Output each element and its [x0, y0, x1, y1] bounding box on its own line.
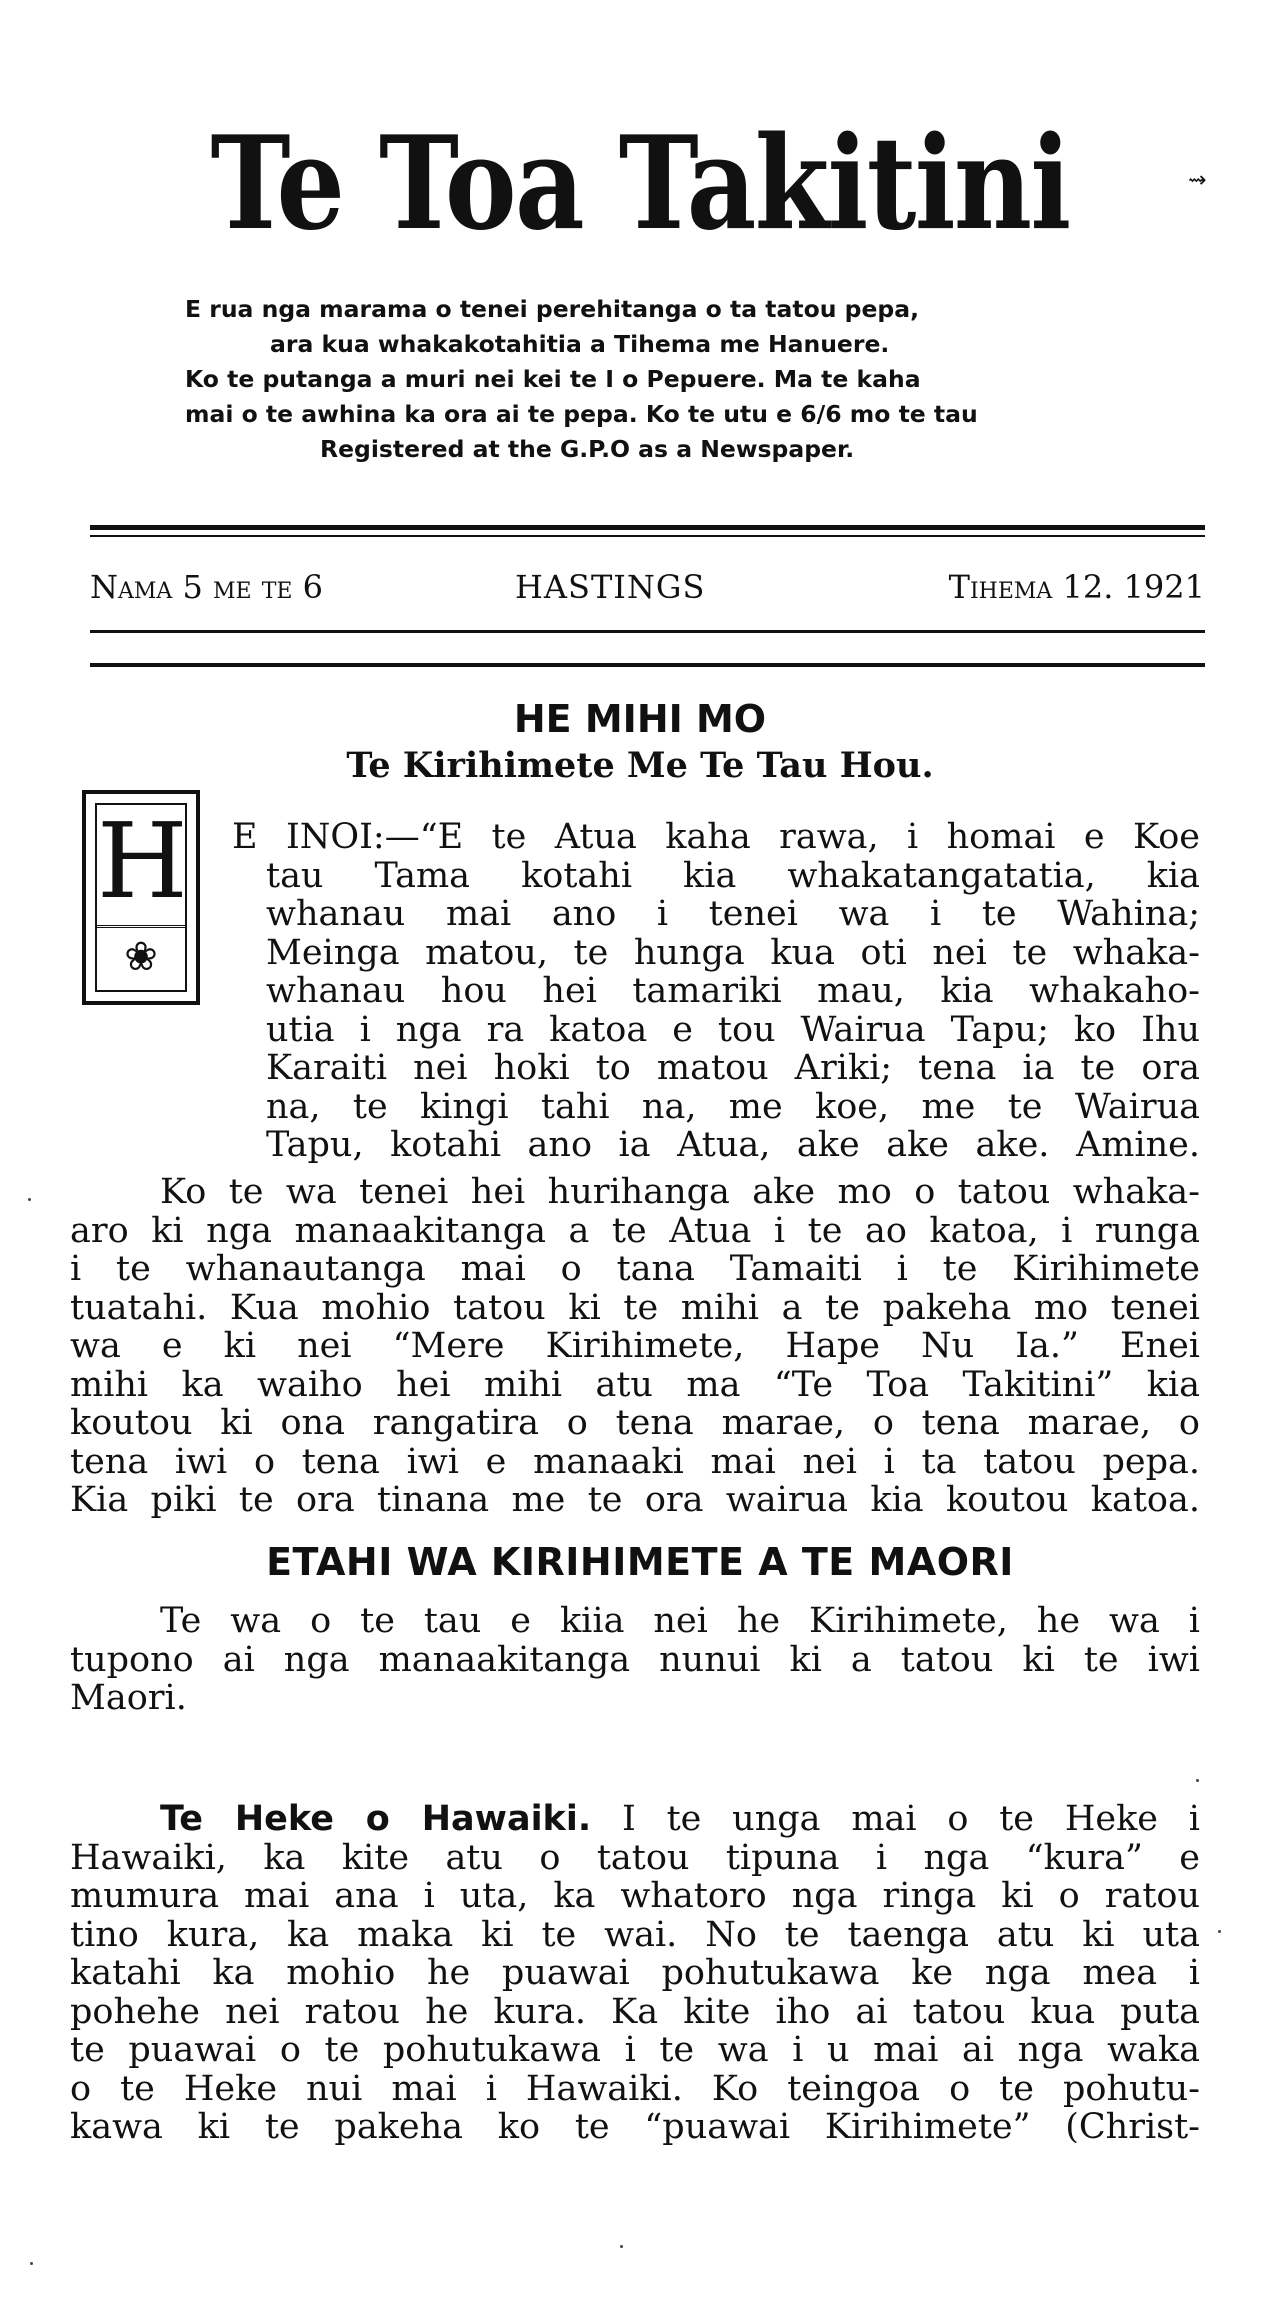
prayer-paragraph: [232, 818, 1200, 1165]
masthead-title: Te Toa Takitini: [210, 109, 1070, 259]
notice-line: Registered at the G.P.O as a Newspaper.: [320, 435, 855, 463]
text-line: te puawai o te pohutukawa i te wa i u mai ai nga waka: [70, 2030, 1200, 2070]
text-line: whanau mai ano i tenei wa i te Wahina;: [266, 894, 1200, 934]
text-line: tino kura, ka maka ki te wai. No te taenga atu ki uta: [70, 1914, 1200, 1955]
article2-paragraph: [70, 1800, 1200, 2147]
text-line: o te Heke nui mai i Hawaiki. Ko teingoa o te pohutu-: [70, 2068, 1200, 2109]
flower-ornament-icon: ❀: [124, 934, 158, 980]
print-speck: [28, 1198, 31, 1201]
notice-line: Ko te putanga a muri nei kei te I o Pepuere. Ma te kaha: [185, 365, 921, 393]
dateline: [90, 568, 1205, 618]
notice-line: ara kua whakakotahitia a Tihema me Hanuere.: [270, 330, 890, 358]
issue-date: Tihema 12. 1921: [948, 568, 1205, 606]
print-speck: [1218, 1930, 1221, 1933]
article1-heading-line1: HE MIHI MO: [513, 697, 767, 741]
publication-notice: [185, 292, 1185, 467]
issue-number: Nama 5 me te 6: [90, 568, 324, 606]
text-line: tau Tama kotahi kia whakatangatatia, kia: [266, 855, 1200, 896]
text-line: koutou ki ona rangatira o tena marae, o tena marae, o: [70, 1403, 1200, 1443]
text-line: [70, 1800, 1200, 1839]
text-line: na, te kingi tahi na, me koe, me te Wairua: [266, 1086, 1200, 1127]
text-line: aro ki nga manaakitanga a te Atua i te ao katoa, i runga: [70, 1210, 1200, 1251]
text-line: Karaiti nei hoki to matou Ariki; tena ia te ora: [266, 1048, 1200, 1088]
text-line: katahi ka mohio he puawai pohutukawa ke nga mea i: [70, 1953, 1200, 1993]
text-line: Maori.: [70, 1678, 187, 1718]
text-line: tuatahi. Kua mohio tatou ki te mihi a te pakeha mo tenei: [70, 1287, 1200, 1328]
text-line: mihi ka waiho hei mihi atu ma “Te Toa Takitini” kia: [70, 1364, 1200, 1405]
dropcap-inner-border: [95, 800, 188, 992]
subhead-hawaiki: Te Heke o Hawaiki.: [160, 1799, 592, 1839]
place: HASTINGS: [515, 568, 706, 606]
corner-mark: ⇝: [1188, 168, 1207, 193]
rule-bottom-thick: [90, 663, 1205, 667]
print-speck: [1196, 1779, 1199, 1782]
article1-heading-line2: Te Kirihimete Me Te Tau Hou.: [346, 745, 934, 786]
text-line: tupono ai nga manaakitanga nunui ki a tatou ki te iwi: [70, 1639, 1200, 1680]
subhead-rest: I te unga mai o te Heke i: [621, 1799, 1200, 1839]
text-line: Kia piki te ora tinana me te ora wairua kia koutou katoa.: [70, 1480, 1200, 1520]
text-line: tena iwi o tena iwi e manaaki mai nei i ta tatou pepa.: [70, 1441, 1200, 1482]
dropcap-divider: [97, 925, 185, 932]
notice-line: mai o te awhina ka ora ai te pepa. Ko te utu e 6/6 mo te tau: [185, 400, 978, 428]
text-line: pohehe nei ratou he kura. Ka kite iho ai tatou kua puta: [70, 1991, 1200, 2032]
article2-heading: ETAHI WA KIRIHIMETE A TE MAORI: [266, 1540, 1014, 1584]
rule-top-thin: [90, 535, 1205, 537]
text-line: E INOI:—“E te Atua kaha rawa, i homai e Koe: [232, 817, 1200, 857]
text-line: i te whanautanga mai o tana Tamaiti i te Kirihimete: [70, 1249, 1200, 1289]
article2-intro: [70, 1602, 1200, 1718]
notice-line: E rua nga marama o tenei perehitanga o ta tatou pepa,: [185, 295, 920, 323]
dropcap-letter: H: [97, 800, 188, 922]
text-line: whanau hou hei tamariki mau, kia whakaho-: [266, 971, 1200, 1011]
text-line: utia i nga ra katoa e tou Wairua Tapu; ko Ihu: [266, 1009, 1200, 1050]
text-line: mumura mai ana i uta, ka whatoro nga ringa ki o ratou: [70, 1876, 1200, 1916]
dropcap-box: [82, 790, 200, 1005]
text-line: wa e ki nei “Mere Kirihimete, Hape Nu Ia.” Enei: [70, 1326, 1200, 1366]
rule-top: [90, 525, 1205, 530]
text-line: kawa ki te pakeha ko te “puawai Kirihimete” (Christ-: [70, 2107, 1200, 2147]
text-line: Tapu, kotahi ano ia Atua, ake ake ake. Amine.: [266, 1125, 1200, 1165]
text-line: Te wa o te tau e kiia nei he Kirihimete, he wa i: [160, 1601, 1200, 1641]
text-line: Ko te wa tenei hei hurihanga ake mo o tatou whaka-: [160, 1172, 1200, 1212]
text-line: Hawaiki, ka kite atu o tatou tipuna i nga “kura” e: [70, 1837, 1200, 1878]
rule-bottom: [90, 630, 1205, 633]
print-speck: [30, 2262, 33, 2265]
greeting-paragraph: [70, 1173, 1200, 1520]
print-speck: [620, 2245, 623, 2248]
text-line: Meinga matou, te hunga kua oti nei te whaka-: [266, 932, 1200, 973]
